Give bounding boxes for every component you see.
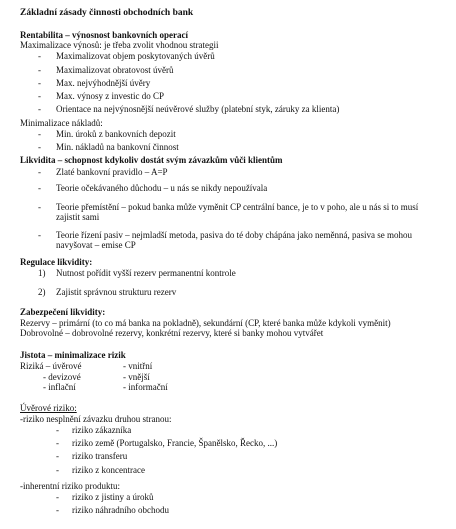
list-item: Max. výnosy z investic do CP (56, 91, 164, 101)
list-item: riziko země (Portugalsko, Francie, Španělsko, Řecko, ...) (72, 438, 278, 448)
list-item: Maximalizovat obratovost úvěrů (56, 65, 174, 75)
list-item: Maximalizovat objem poskytovaných úvěrů (56, 51, 215, 61)
costs-intro: Minimalizace nákladů: (20, 118, 103, 128)
bullet-dash: - (56, 438, 59, 448)
bullet-dash: - (38, 202, 41, 212)
bullet-dash: - (56, 505, 59, 515)
bullet-dash: - (38, 167, 41, 177)
list-item: Teorie očekávaného důchodu – u nás se nikdy nepoužívala (56, 183, 268, 193)
list-item: Zlaté bankovní pravidlo – A=P (56, 167, 168, 177)
list-item: Min. úroků z bankovních depozit (56, 129, 176, 139)
heading-regulace: Regulace likvidity: (20, 257, 93, 267)
list-item: Orientace na nejvýnosnější neúvěrové služby (platební styk, záruky za klienta) (56, 104, 340, 114)
group-intro: -inherentní riziko produktu: (20, 481, 120, 491)
list-item: Max. nejvýhodnější úvěry (56, 78, 151, 88)
bullet-dash: - (38, 183, 41, 193)
bullet-dash: - (38, 65, 41, 75)
group-intro: -riziko nesplnění závazku druhou stranou: (20, 414, 172, 424)
list-item-continued: zajistit sami (56, 212, 100, 222)
list-item: riziko z koncentrace (72, 465, 145, 475)
list-item: Teorie přemístění – pokud banka může vyměnit CP centrální bance, je to v pohо, ale u nás si to musí (56, 202, 419, 212)
numbered-item: Zajistit správnou strukturu rezerv (56, 287, 177, 297)
list-item: riziko zákazníka (72, 425, 132, 435)
risk-right: - informační (123, 382, 168, 392)
bullet-dash: - (38, 91, 41, 101)
bullet-dash: - (56, 492, 59, 502)
numbered-item: Nutnost pořídit vyšší rezerv permanentní kontrole (56, 268, 236, 278)
bullet-dash: - (56, 451, 59, 461)
risk-left: - devizové (43, 372, 81, 382)
list-item: riziko z jistiny a úroků (72, 492, 154, 502)
heading-jistota: Jistota – minimalizace rizik (20, 350, 126, 360)
bullet-dash: - (38, 129, 41, 139)
heading-likvidita: Likvidita – schopnost kdykoliv dostát svým závazkům vůči klientům (20, 155, 283, 165)
bullet-dash: - (38, 51, 41, 61)
list-item: Teorie řízení pasiv – nejmladší metoda, pasiva do té doby chápána jako neměnná, pasiva se mohou (56, 230, 413, 240)
bullet-dash: - (56, 425, 59, 435)
bullet-dash: - (38, 142, 41, 152)
numbered-marker: 1) (38, 268, 46, 278)
heading-rentabilita: Rentabilita – výnosnost bankovních operací (20, 30, 189, 40)
bullet-dash: - (38, 230, 41, 240)
risk-left: - inflační (43, 382, 76, 392)
rentabilita-intro: Maximalizace výnosů: je třeba zvolit vhodnou strategii (20, 40, 219, 50)
heading-uverove-riziko: Úvěrové riziko: (20, 403, 77, 413)
zabezpeceni-line: Rezervy – primární (to co má banka na pokladně), sekundární (CP, které banka může kdykoli vyměnit) (20, 318, 391, 328)
bullet-dash: - (38, 104, 41, 114)
numbered-marker: 2) (38, 287, 46, 297)
bullet-dash: - (38, 78, 41, 88)
list-item: Min. nákladů na bankovní činnost (56, 142, 179, 152)
risk-right: - vnitřní (123, 361, 153, 371)
risk-left: Riziká – úvěrové (20, 361, 82, 371)
list-item: riziko transferu (72, 451, 128, 461)
page-title: Základní zásady činnosti obchodních bank (20, 8, 194, 18)
bullet-dash: - (56, 465, 59, 475)
risk-right: - vnější (123, 372, 150, 382)
heading-zabezpeceni: Zabezpečení likvidity: (20, 307, 106, 317)
list-item: riziko náhradního obchodu (72, 505, 169, 515)
list-item-continued: navyšovat – emise CP (56, 240, 136, 250)
zabezpeceni-line: Dobrovolné – dobrovolné rezervy, konkrétní rezervy, které si banky mohou vytvářet (20, 328, 324, 338)
